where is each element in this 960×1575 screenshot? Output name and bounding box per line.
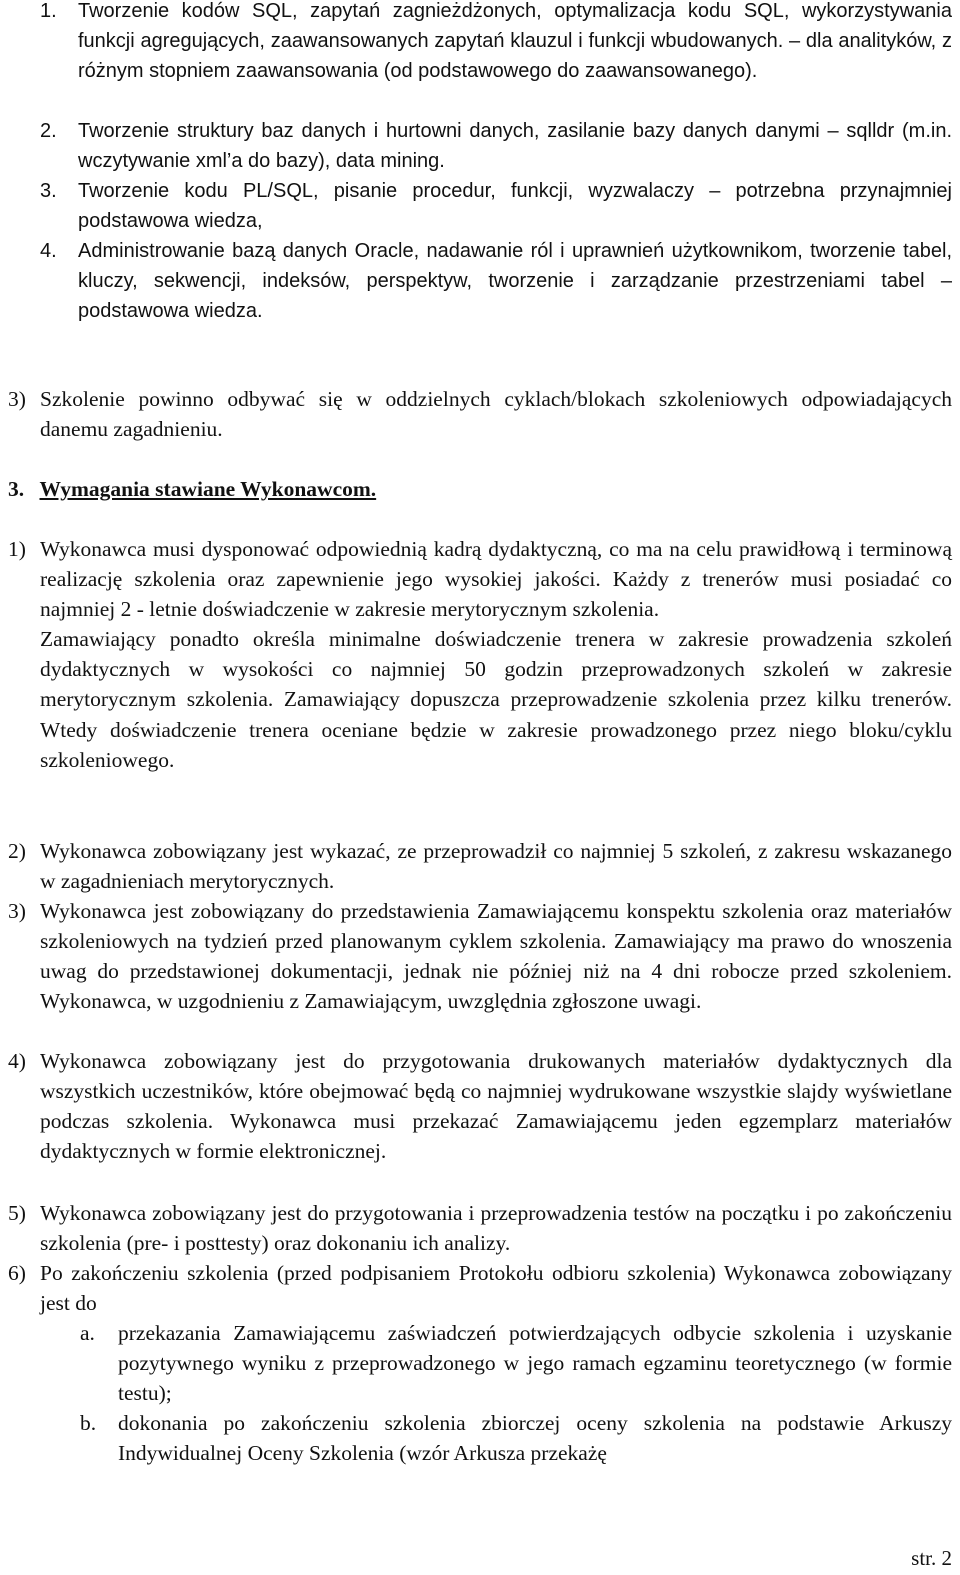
paragraph-text: Szkolenie powinno odbywać się w oddzielnych cyklach/blokach szkoleniowych odpowiadających danemu zagadnieniu. bbox=[40, 387, 952, 442]
paragraph-number: 3) bbox=[8, 387, 26, 411]
requirement-text: Wykonawca zobowiązany jest do przygotowania drukowanych materiałów dydaktycznych dla wszystkich uczestników, które obejmować będą co najmniej wydrukowane wszystkie slajdy wyświetlane podczas szkolenia. Wykonawca musi przekazać Zamawiającemu jeden egzemplarz materiałów dydaktycznych w formie elektronicznej. bbox=[40, 1049, 952, 1164]
list-number: 1. bbox=[40, 0, 57, 22]
sub-item-text: dokonania po zakończeniu szkolenia zbiorczej oceny szkolenia na podstawie Arkuszy Indywidualnej Oceny Szkolenia (wzór Arkusza przekażę bbox=[118, 1411, 952, 1466]
list-number: 3. bbox=[40, 180, 57, 202]
requirement-item bbox=[8, 1258, 952, 1318]
requirement-item bbox=[8, 1198, 952, 1258]
section-heading bbox=[8, 474, 376, 504]
list-text: Tworzenie struktury baz danych i hurtowni danych, zasilanie bazy danych danymi – sqlldr (m.in. wczytywanie xml’a do bazy), data mining. bbox=[78, 120, 952, 173]
requirement-item bbox=[8, 896, 952, 1016]
list-item bbox=[40, 236, 952, 326]
requirement-text: Po zakończeniu szkolenia (przed podpisaniem Protokołu odbioru szkolenia) Wykonawca zobowiązany jest do bbox=[40, 1261, 952, 1316]
list-item bbox=[40, 176, 952, 236]
requirement-text: Zamawiający ponadto określa minimalne doświadczenie trenera w zakresie prowadzenia szkoleń dydaktycznych w wysokości co najmniej 50 godzin przeprowadzonych szkoleń w zakresie merytorycznym szkolenia. Zamawiający dopuszcza przeprowadzenie szkolenia przez kilku trenerów. Wtedy doświadczenie trenera oceniane będzie w zakresie prowadzonego przez niego bloku/cyklu szkoleniowego. bbox=[40, 627, 952, 772]
list-item bbox=[40, 116, 952, 176]
sub-item-letter: a. bbox=[80, 1321, 95, 1345]
sub-item-letter: b. bbox=[80, 1411, 97, 1435]
section-number: 3. bbox=[8, 477, 25, 501]
list-item bbox=[40, 0, 952, 86]
list-text: Administrowanie bazą danych Oracle, nadawanie ról i uprawnień użytkownikom, tworzenie tabel, kluczy, sekwencji, indeksów, perspektyw, tworzenie i zarządzanie przestrzeniami tabel – podstawowa wiedza. bbox=[78, 240, 952, 323]
list-number: 2. bbox=[40, 120, 57, 142]
requirement-number: 1) bbox=[8, 537, 26, 561]
sub-item bbox=[80, 1408, 952, 1468]
training-paragraph bbox=[8, 384, 952, 444]
list-number: 4. bbox=[40, 240, 57, 262]
requirement-text: Wykonawca zobowiązany jest do przygotowania i przeprowadzenia testów na początku i po zakończeniu szkolenia (pre- i posttesty) oraz dokonaniu ich analizy. bbox=[40, 1201, 952, 1256]
sub-item-text: przekazania Zamawiającemu zaświadczeń potwierdzających odbycie szkolenia i uzyskanie pozytywnego wyniku z przeprowadzonego w jego ramach egzaminu teoretycznego (w formie testu); bbox=[118, 1321, 952, 1406]
requirement-item bbox=[8, 836, 952, 896]
requirement-number: 2) bbox=[8, 839, 26, 863]
requirement-item bbox=[8, 534, 952, 775]
requirement-item bbox=[8, 1046, 952, 1166]
requirement-number: 4) bbox=[8, 1049, 26, 1073]
requirement-text: Wykonawca musi dysponować odpowiednią kadrą dydaktyczną, co ma na celu prawidłową i terminową realizację szkolenia oraz zapewnienie jego wysokiej jakości. Każdy z trenerów musi posiadać co najmniej 2 - letnie doświadczenie w zakresie merytorycznym szkolenia. bbox=[40, 537, 952, 622]
list-text: Tworzenie kodów SQL, zapytań zagnieżdżonych, optymalizacja kodu SQL, wykorzystywania funkcji agregujących, zaawansowanych zapytań klauzul i funkcji wbudowanych. – dla analityków, z różnym stopniem zaawansowania (od podstawowego do zaawansowanego). bbox=[78, 0, 952, 83]
requirement-text: Wykonawca zobowiązany jest wykazać, ze przeprowadził co najmniej 5 szkoleń, z zakresu wskazanego w zagadnieniach merytorycznych. bbox=[40, 839, 952, 894]
section-title: Wymagania stawiane Wykonawcom. bbox=[39, 477, 377, 501]
requirement-number: 6) bbox=[8, 1261, 26, 1285]
requirement-text: Wykonawca jest zobowiązany do przedstawienia Zamawiającemu konspektu szkolenia oraz materiałów szkoleniowych na tydzień przed planowanym cyklem szkolenia. Zamawiający ma prawo do wnoszenia uwag do przedstawionej dokumentacji, jednak nie później niż na 4 dni robocze przed szkoleniem. Wykonawca, w uzgodnieniu z Zamawiającym, uwzględnia zgłoszone uwagi. bbox=[40, 899, 952, 1014]
page-number: str. 2 bbox=[911, 1546, 952, 1570]
requirement-number: 5) bbox=[8, 1201, 26, 1225]
list-text: Tworzenie kodu PL/SQL, pisanie procedur, funkcji, wyzwalaczy – potrzebna przynajmniej podstawowa wiedza, bbox=[78, 180, 952, 233]
requirement-number: 3) bbox=[8, 899, 26, 923]
sub-item bbox=[80, 1318, 952, 1408]
